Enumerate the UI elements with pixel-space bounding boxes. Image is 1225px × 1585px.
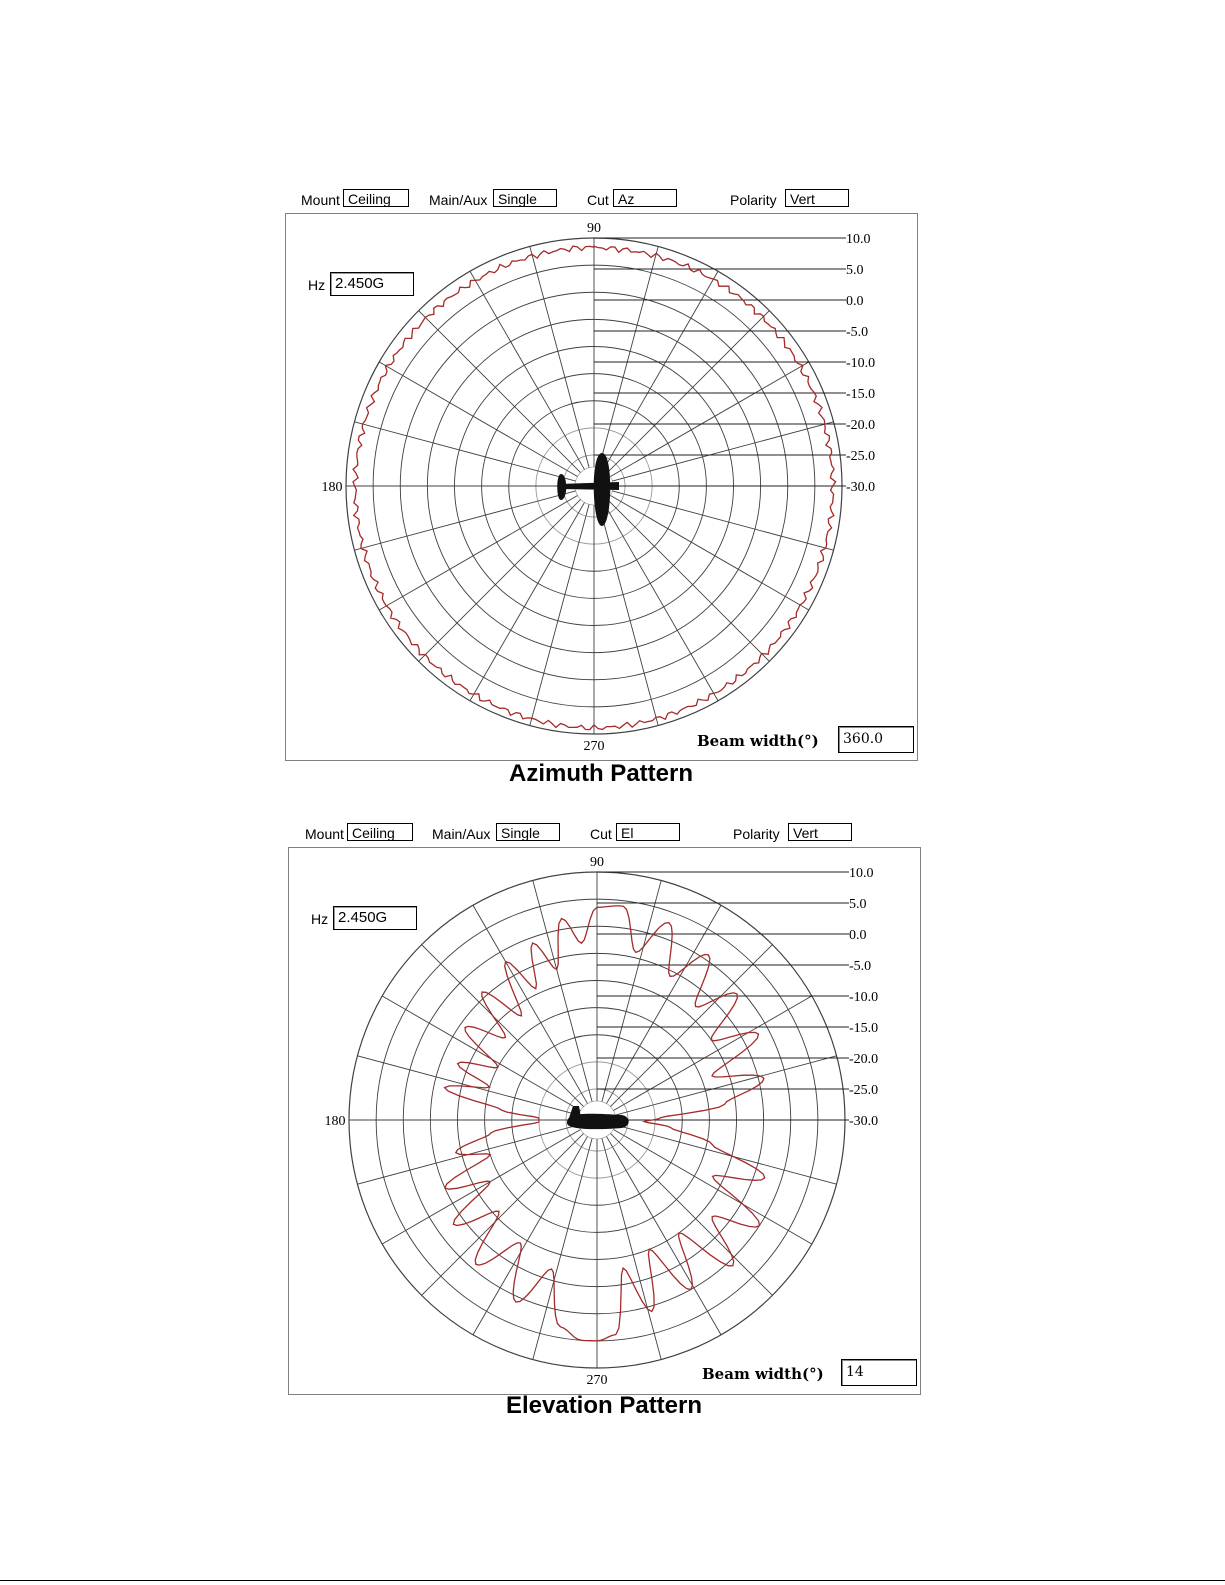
grid-spoke	[610, 496, 808, 611]
grid-spoke	[607, 1136, 722, 1334]
elevation-controls-bar	[284, 818, 924, 848]
angle-label-90: 90	[587, 221, 601, 236]
chart-title: Azimuth Pattern	[508, 760, 693, 787]
grid-spoke	[607, 499, 769, 661]
grid-spoke	[604, 502, 719, 700]
cut-field[interactable]: Az	[613, 189, 677, 207]
azimuth-pattern-block	[281, 184, 921, 794]
grid-spoke	[422, 1133, 584, 1295]
radial-tick-label: -10.0	[849, 990, 879, 1005]
radial-tick-label: -5.0	[846, 325, 869, 340]
grid-spoke	[602, 880, 661, 1101]
chart-title: Elevation Pattern	[505, 1392, 703, 1419]
grid-spoke	[419, 499, 581, 661]
mount-field[interactable]: Ceiling	[347, 823, 413, 841]
radial-tick-label: -25.0	[846, 449, 876, 464]
grid-spoke	[607, 311, 769, 473]
radial-tick-label: 10.0	[849, 866, 874, 881]
grid-spoke	[612, 491, 833, 550]
radial-tick-label: 0.0	[849, 928, 867, 943]
grid-spoke	[533, 880, 592, 1101]
angle-label-180: 180	[321, 480, 343, 495]
aircraft-icon	[567, 1106, 629, 1129]
grid-spoke	[470, 502, 585, 700]
radial-tick-label: 5.0	[849, 897, 867, 912]
grid-spoke	[599, 504, 658, 725]
radial-tick-label: -5.0	[849, 959, 872, 974]
grid-spoke	[533, 1138, 592, 1359]
grid-spoke	[422, 945, 584, 1107]
hz-field[interactable]: 2.450G	[330, 272, 414, 296]
grid-spoke	[604, 271, 719, 469]
grid-spoke	[354, 491, 575, 550]
grid-spoke	[610, 1133, 772, 1295]
grid-spoke	[470, 271, 585, 469]
grid-spoke	[530, 246, 589, 467]
polarity-field[interactable]: Vert	[785, 189, 849, 207]
radial-tick-label: -15.0	[849, 1021, 879, 1036]
radial-tick-label: -10.0	[846, 356, 876, 371]
beam-width-field[interactable]: 14	[841, 1359, 917, 1386]
grid-spoke	[530, 504, 589, 725]
radial-tick-label: -20.0	[849, 1052, 879, 1067]
grid-spoke	[613, 1130, 811, 1245]
grid-spoke	[615, 1056, 836, 1115]
page-bottom-rule	[0, 1580, 1225, 1581]
angle-label-90: 90	[590, 855, 604, 870]
grid-spoke	[602, 1138, 661, 1359]
radial-tick-label: -20.0	[846, 418, 876, 433]
mainaux-label: Main/Aux	[429, 192, 488, 208]
beam-width-label: Beam width(°)	[697, 732, 819, 750]
beam-width-label: Beam width(°)	[702, 1365, 824, 1383]
grid-spoke	[599, 246, 658, 467]
mainaux-field[interactable]: Single	[493, 189, 557, 207]
polarity-label: Polarity	[730, 192, 777, 208]
polarity-field[interactable]: Vert	[788, 823, 852, 841]
radial-tick-label: -30.0	[846, 480, 876, 495]
grid-spoke	[612, 422, 833, 481]
grid-spoke	[419, 311, 581, 473]
grid-spoke	[382, 996, 580, 1111]
azimuth-controls-bar	[281, 184, 921, 214]
hz-label: Hz	[308, 277, 326, 293]
radial-tick-label: 0.0	[846, 294, 864, 309]
grid-spoke	[357, 1056, 578, 1115]
mount-label: Mount	[301, 192, 340, 208]
radial-tick-label: 10.0	[846, 232, 871, 247]
grid-spoke	[615, 1125, 836, 1184]
grid-spoke	[354, 422, 575, 481]
mainaux-label: Main/Aux	[432, 826, 491, 842]
cut-label: Cut	[590, 826, 612, 842]
cut-field[interactable]: El	[616, 823, 680, 841]
radial-tick-label: 5.0	[846, 263, 864, 278]
radial-tick-label: -25.0	[849, 1083, 879, 1098]
radial-tick-label: -15.0	[846, 387, 876, 402]
azimuth-plot-frame	[285, 213, 918, 761]
elevation-plot-frame	[288, 847, 921, 1395]
mount-label: Mount	[305, 826, 344, 842]
grid-spoke	[379, 496, 577, 611]
grid-spoke	[473, 905, 588, 1103]
mount-field[interactable]: Ceiling	[343, 189, 409, 207]
elevation-pattern-block	[284, 818, 924, 1428]
hz-label: Hz	[311, 911, 329, 927]
grid-spoke	[610, 945, 772, 1107]
polarity-label: Polarity	[733, 826, 780, 842]
radial-tick-label: -30.0	[849, 1114, 879, 1129]
hz-field[interactable]: 2.450G	[333, 906, 417, 930]
grid-spoke	[473, 1136, 588, 1334]
cut-label: Cut	[587, 192, 609, 208]
grid-spoke	[610, 362, 808, 477]
beam-width-field[interactable]: 360.0	[838, 726, 914, 753]
grid-spoke	[613, 996, 811, 1111]
mainaux-field[interactable]: Single	[496, 823, 560, 841]
angle-label-270: 270	[583, 739, 605, 754]
angle-label-270: 270	[586, 1373, 608, 1388]
grid-spoke	[379, 362, 577, 477]
angle-label-180: 180	[324, 1114, 346, 1129]
grid-spoke	[382, 1130, 580, 1245]
